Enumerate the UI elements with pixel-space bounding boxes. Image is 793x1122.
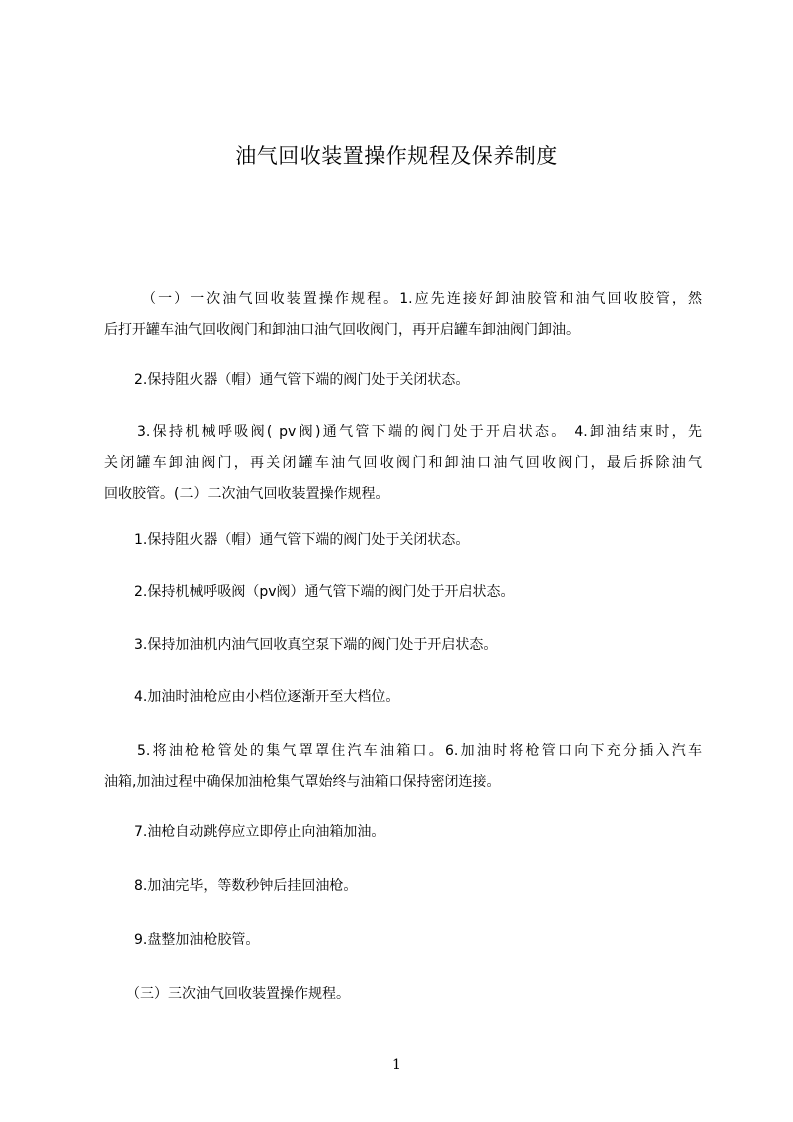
paragraph-line: 油箱,加油过程中确保加油枪集气罩始终与油箱口保持密闭连接。: [104, 774, 501, 790]
paragraph-line: 3.保持机械呼吸阀( pv阀)通气管下端的阀门处于开启状态。 4.卸油结束时，先: [137, 424, 702, 440]
paragraph-line: 4.加油时油枪应由小档位逐渐开至大档位。: [134, 689, 400, 705]
paragraph-line: 5.将油枪枪管处的集气罩罩住汽车油箱口。6.加油时将枪管口向下充分插入汽车: [137, 743, 702, 759]
paragraph-line: 2.保持机械呼吸阀（pv阀）通气管下端的阀门处于开启状态。: [134, 584, 515, 600]
paragraph-10: [134, 871, 732, 902]
paragraph-line: 后打开罐车油气回收阀门和卸油口油气回收阀门，再开启罐车卸油阀门卸油。: [104, 322, 580, 338]
paragraph-8: [104, 736, 702, 798]
paragraph-2: [134, 365, 732, 396]
paragraph-1: [104, 284, 702, 346]
paragraph-line: 1.保持阻火器（帽）通气管下端的阀门处于关闭状态。: [134, 532, 470, 548]
paragraph-11: [134, 925, 732, 956]
paragraph-line: 关闭罐车卸油阀门，再关闭罐车油气回收阀门和卸油口油气回收阀门，最后拆除油气: [104, 455, 702, 471]
paragraph-7: [134, 682, 732, 713]
paragraph-9: [134, 817, 732, 848]
paragraph-line: 8.加油完毕，等数秒钟后挂回油枪。: [134, 878, 358, 894]
paragraph-3: [104, 417, 702, 510]
paragraph-line: 7.油枪自动跳停应立即停止向油箱加油。: [134, 824, 386, 840]
paragraph-line: 2.保持阻火器（帽）通气管下端的阀门处于关闭状态。: [134, 372, 470, 388]
page-number: 1: [392, 1057, 401, 1073]
paragraph-line: 9.盘整加油枪胶管。: [134, 932, 260, 948]
paragraph-line: （三）三次油气回收装置操作规程。: [126, 986, 350, 1002]
paragraph-12: [126, 979, 724, 1010]
document-title: 油气回收装置操作规程及保养制度: [235, 144, 558, 168]
paragraph-line: 3.保持加油机内油气回收真空泵下端的阀门处于开启状态。: [134, 637, 498, 653]
paragraph-line: （一）一次油气回收装置操作规程。1.应先连接好卸油胶管和油气回收胶管，然: [142, 291, 702, 307]
paragraph-6: [134, 630, 732, 661]
paragraph-4: [134, 525, 732, 556]
paragraph-5: [134, 577, 732, 608]
paragraph-line: 回收胶管。(二）二次油气回收装置操作规程。: [104, 486, 390, 502]
